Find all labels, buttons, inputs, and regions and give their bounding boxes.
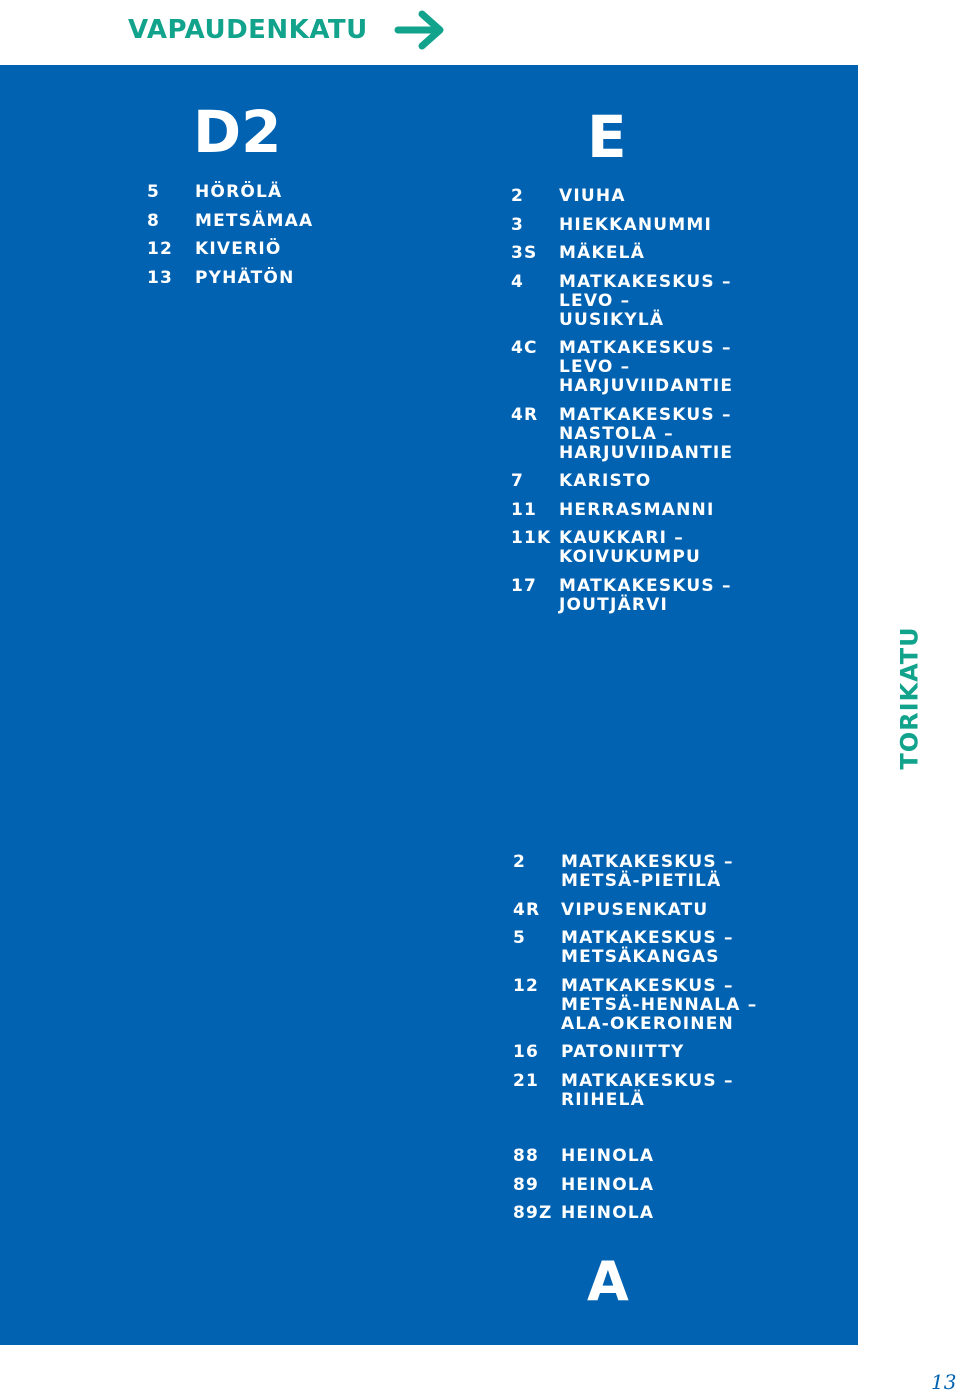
route-item — [513, 1176, 654, 1195]
route-destination: METSÄMAA — [195, 210, 314, 231]
route-number: 5 — [513, 928, 527, 948]
route-item — [147, 212, 313, 231]
route-item — [147, 183, 313, 202]
route-item — [511, 501, 733, 520]
route-destination: PATONIITTY — [561, 1042, 685, 1062]
route-destination: MATKAKESKUS – JOUTJÄRVI — [559, 575, 732, 615]
street-name: TORIKATU — [896, 626, 925, 770]
route-destination: MATKAKESKUS – LEVO – HARJUVIIDANTIE — [559, 338, 734, 396]
route-item — [147, 269, 313, 288]
route-item — [511, 187, 733, 206]
route-destination: MATKAKESKUS – METSÄ-HENNALA – ALA-OKEROINEN — [561, 975, 758, 1034]
route-item — [513, 853, 757, 891]
route-item — [511, 273, 733, 330]
stop-letter-e: E — [587, 103, 627, 171]
route-list-d2 — [147, 183, 313, 297]
route-item — [511, 472, 733, 491]
route-item — [511, 216, 733, 235]
route-number: 8 — [147, 210, 161, 231]
route-destination: HEINOLA — [561, 1146, 655, 1166]
route-number: 3 — [511, 214, 525, 235]
route-item — [513, 929, 757, 967]
route-number: 12 — [513, 975, 540, 996]
stop-letter-d2: D2 — [193, 98, 282, 166]
route-destination: HEINOLA — [561, 1174, 655, 1195]
route-destination: MATKAKESKUS – NASTOLA – HARJUVIIDANTIE — [559, 404, 734, 463]
route-number: 88 — [513, 1146, 540, 1166]
route-item — [147, 240, 313, 259]
street-name: VAPAUDENKATU — [128, 15, 368, 45]
route-destination: VIPUSENKATU — [561, 899, 709, 920]
route-destination: KARISTO — [559, 471, 652, 491]
route-destination: MATKAKESKUS – METSÄKANGAS — [561, 928, 734, 967]
street-label-vapaudenkatu — [128, 10, 446, 50]
route-number: 13 — [147, 267, 174, 288]
route-number: 16 — [513, 1042, 540, 1062]
route-number: 4 — [511, 271, 525, 292]
route-destination: MÄKELÄ — [559, 243, 646, 263]
route-item — [511, 406, 733, 463]
route-item — [511, 244, 733, 263]
route-item — [513, 1204, 654, 1223]
arrow-right-icon — [394, 10, 446, 50]
street-label-torikatu — [893, 626, 927, 770]
page-number: 13 — [931, 1370, 957, 1394]
route-destination: HÖRÖLÄ — [195, 182, 283, 202]
route-list-e — [511, 187, 733, 624]
route-destination: PYHÄTÖN — [195, 267, 295, 288]
route-destination: KAUKKARI – KOIVUKUMPU — [559, 528, 702, 567]
stop-letter-a: A — [587, 1250, 629, 1313]
route-number: 11 — [511, 499, 538, 520]
route-number: 2 — [511, 186, 525, 206]
route-item — [513, 1072, 757, 1110]
route-item — [513, 1043, 757, 1062]
route-number: 17 — [511, 575, 538, 596]
route-number: 89 — [513, 1174, 540, 1195]
route-number: 11K — [511, 528, 552, 548]
route-destination: MATKAKESKUS – METSÄ-PIETILÄ — [561, 852, 734, 891]
route-number: 12 — [147, 239, 174, 259]
route-item — [511, 577, 733, 615]
route-item — [511, 529, 733, 567]
route-number: 4R — [513, 899, 541, 920]
route-number: 2 — [513, 852, 527, 872]
route-destination: KIVERIÖ — [195, 239, 282, 259]
route-destination: VIUHA — [559, 186, 626, 206]
route-item — [511, 339, 733, 396]
route-list-a — [513, 853, 757, 1119]
route-destination: HERRASMANNI — [559, 499, 715, 520]
route-item — [513, 977, 757, 1034]
route-destination: MATKAKESKUS – LEVO – UUSIKYLÄ — [559, 271, 732, 330]
route-number: 4R — [511, 404, 539, 425]
route-number: 3S — [511, 243, 538, 263]
route-destination: HEINOLA — [561, 1203, 655, 1223]
route-list-a-long-distance — [513, 1147, 654, 1233]
route-number: 4C — [511, 338, 538, 358]
route-item — [513, 901, 757, 920]
route-item — [513, 1147, 654, 1166]
route-number: 7 — [511, 471, 525, 491]
route-destination: MATKAKESKUS – RIIHELÄ — [561, 1070, 734, 1110]
route-number: 5 — [147, 182, 161, 202]
route-number: 21 — [513, 1070, 540, 1091]
route-number: 89Z — [513, 1203, 553, 1223]
route-destination: HIEKKANUMMI — [559, 214, 713, 235]
